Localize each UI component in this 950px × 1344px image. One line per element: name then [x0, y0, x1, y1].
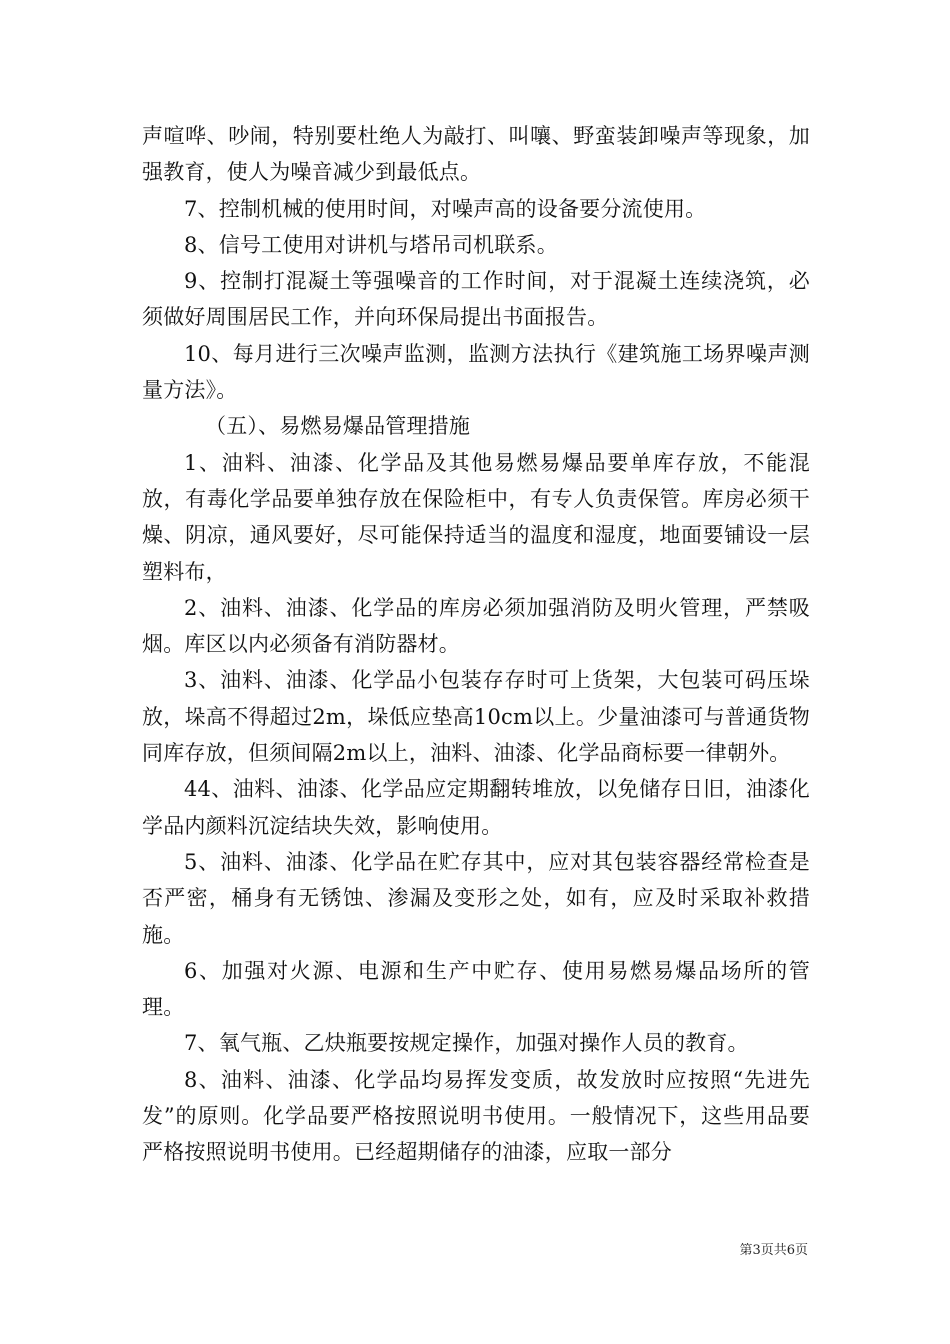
paragraph-item-8-first-in-first-out: 8、油料、油漆、化学品均易挥发变质，故发放时应按照“先进先发”的原则。化学品要严格按照说明书使用。一般情况下，这些用品要严格按照说明书使用。已经超期储存的油漆，应取一部分 [142, 1067, 810, 1165]
section-heading-flammables: （五）、易燃易爆品管理措施 [205, 414, 471, 439]
paragraph-item-5-container-check: 5、油料、油漆、化学品在贮存其中，应对其包装容器经常检查是否严密，桶身有无锈蚀、渗漏及变形之处，如有，应及时采取补救措施。 [142, 849, 810, 947]
paragraph-item-3-stacking: 3、油料、油漆、化学品小包装存存时可上货架，大包装可码压垛放，垛高不得超过2m，垛低应垫高10cm以上。少量油漆可与普通货物同库存放，但须间隔2m以上，油料、油漆、化学品商标要一律朝外。 [142, 668, 810, 766]
paragraph-item-7-gas-cylinders: 7、氧气瓶、乙炔瓶要按规定操作，加强对操作人员的教育。 [184, 1031, 749, 1056]
paragraph-item-7-machine-time: 7、控制机械的使用时间，对噪声高的设备要分流使用。 [184, 196, 707, 221]
paragraph-item-44-rotation: 44、油料、油漆、化学品应定期翻转堆放，以免储存日旧，油漆化学品内颜料沉淀结块失效，影响使用。 [142, 777, 810, 838]
paragraph-item-6-fire-source: 6、加强对火源、电源和生产中贮存、使用易燃易爆品场所的管理。 [142, 958, 810, 1020]
paragraph-item-8-signal-worker: 8、信号工使用对讲机与塔吊司机联系。 [184, 232, 558, 257]
paragraph-noise-control-continued: 声喧哗、吵闹，特别要杜绝人为敲打、叫嚷、野蛮装卸噪声等现象，加强教育，使人为噪音减少到最低点。 [142, 124, 810, 185]
paragraph-item-2-fire-control: 2、油料、油漆、化学品的库房必须加强消防及明火管理，严禁吸烟。库区以内必须备有消防器材。 [142, 595, 810, 657]
paragraph-item-9-concrete-noise: 9、控制打混凝土等强噪音的工作时间，对于混凝土连续浇筑，必须做好周围居民工作，并向环保局提出书面报告。 [142, 269, 810, 330]
page-number-footer: 第3页共6页 [739, 1243, 808, 1258]
paragraph-item-10-noise-monitoring: 10、每月进行三次噪声监测，监测方法执行《建筑施工场界噪声测量方法》。 [142, 341, 810, 403]
document-body [142, 118, 810, 1171]
paragraph-item-1-storage: 1、油料、油漆、化学品及其他易燃易爆品要单库存放，不能混放，有毒化学品要单独存放在保险柜中，有专人负责保管。库房必须干燥、阴凉，通风要好，尽可能保持适当的温度和湿度，地面要铺设一层塑料布， [142, 450, 810, 584]
